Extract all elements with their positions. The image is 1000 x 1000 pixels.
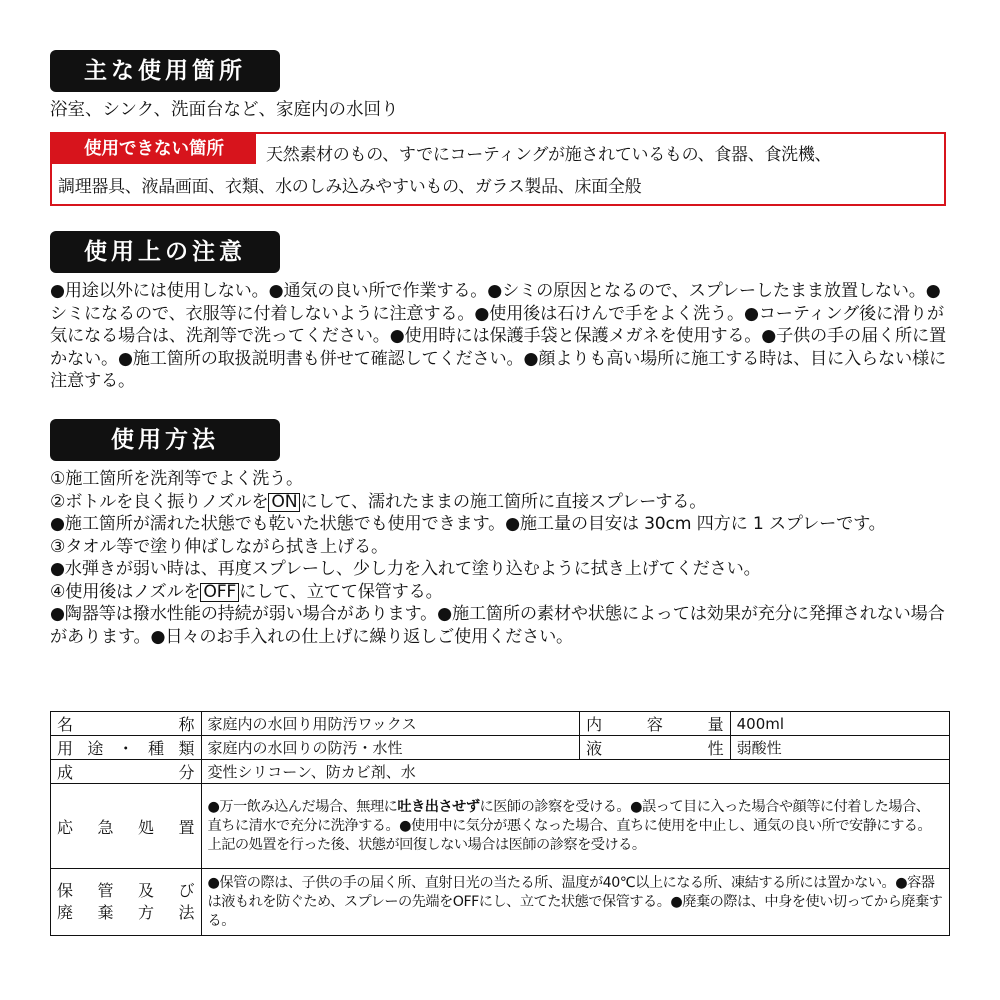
spec-liquid-value: 弱酸性 bbox=[730, 736, 949, 760]
spec-emergency-label: 応急処置 bbox=[51, 784, 202, 869]
cautions-text: ●用途以外には使用しない。●通気の良い所で作業する。●シミの原因となるので、スプレーしたまま放置しない。●シミになるので、衣服等に付着しないように注意する。●使用後は石けんで手をよく洗う。●コーティング後に滑りが気になる場合は、洗剤等で洗ってください。●使用時には保護手袋と保護メガネを使用する。●子供の手の届く所に置かない。●施工箇所の取扱説明書も併せて確認してください。●顔よりも高い場所に施工する時は、目に入らない様に注意する。 bbox=[50, 281, 946, 391]
main-places-text: 浴室、シンク、洗面台など、家庭内の水回り bbox=[50, 100, 399, 120]
spec-emergency-value bbox=[201, 784, 949, 869]
usage-step-4-post: にして、立てて保管する。 bbox=[239, 581, 443, 602]
spec-component-label: 成分 bbox=[51, 760, 202, 784]
spec-storage-label-line1: 保管及び bbox=[57, 881, 195, 900]
emergency-text-pre: ●万一飲み込んだ場合、無理に bbox=[207, 798, 398, 815]
heading-main-places: 主な使用箇所 bbox=[50, 50, 280, 92]
nozzle-on-badge: ON bbox=[268, 493, 300, 512]
spec-row-storage bbox=[51, 869, 950, 936]
nozzle-off-badge: OFF bbox=[200, 583, 239, 602]
spec-volume-value: 400ml bbox=[730, 712, 949, 736]
spec-storage-label-line2: 廃棄方法 bbox=[57, 903, 195, 922]
usage-note-2: ●水弾きが弱い時は、再度スプレーし、少し力を入れて塗り込むように拭き上げてください。 bbox=[50, 559, 761, 579]
not-usable-label: 使用できない箇所 bbox=[52, 134, 256, 164]
heading-usage: 使用方法 bbox=[50, 419, 280, 461]
not-usable-box bbox=[50, 132, 946, 206]
spec-name-label: 名称 bbox=[51, 712, 202, 736]
usage-step-2 bbox=[50, 491, 950, 514]
emergency-text-post: に医師の診察を受ける。●誤って目に入った場合や顔等に付着した場合、直ちに清水で充分に洗浄する。●使用中に気分が悪くなった場合、直ちに使用を中止し、通気の良い所で安静にする。上記の処置を行った後、状態が回復しない場合は医師の診察を受ける。 bbox=[207, 798, 932, 853]
spec-use-label: 用途・種類 bbox=[51, 736, 202, 760]
usage-step-3: ③タオル等で塗り伸ばしながら拭き上げる。 bbox=[50, 536, 388, 557]
spec-row-name bbox=[51, 712, 950, 736]
spec-liquid-label: 液性 bbox=[580, 736, 730, 760]
spec-table bbox=[50, 711, 950, 936]
spec-row-component bbox=[51, 760, 950, 784]
emergency-text-bold: 吐き出させず bbox=[397, 798, 480, 815]
spec-row-use bbox=[51, 736, 950, 760]
usage-note-3: ●陶器等は撥水性能の持続が弱い場合があります。●施工箇所の素材や状態によっては効果が充分に発揮されない場合があります。●日々のお手入れの仕上げに繰り返しご使用ください。 bbox=[50, 604, 945, 647]
not-usable-text-line1: 天然素材のもの、すでにコーティングが施されているもの、食器、食洗機、 bbox=[266, 145, 832, 165]
usage-step-4 bbox=[50, 581, 950, 604]
usage-body bbox=[50, 468, 950, 648]
spec-storage-value: ●保管の際は、子供の手の届く所、直射日光の当たる所、温度が40℃以上になる所、凍結する所には置かない。●容器は液もれを防ぐため、スプレーの先端をOFFにし、立てた状態で保管する。●廃棄の際は、中身を使い切ってから廃棄する。 bbox=[201, 869, 949, 936]
usage-step-2-pre: ②ボトルを良く振りノズルを bbox=[50, 491, 269, 512]
usage-step-4-pre: ④使用後はノズルを bbox=[50, 581, 201, 602]
usage-step-1: ①施工箇所を洗剤等でよく洗う。 bbox=[50, 469, 304, 489]
usage-step-2-post: にして、濡れたままの施工箇所に直接スプレーする。 bbox=[300, 491, 707, 512]
usage-note-1: ●施工箇所が濡れた状態でも乾いた状態でも使用できます。●施工量の目安は 30cm 四方に 1 スプレーです。 bbox=[50, 514, 886, 534]
spec-volume-label: 内容量 bbox=[580, 712, 730, 736]
spec-storage-label bbox=[51, 869, 202, 936]
not-usable-text-line2: 調理器具、液晶画面、衣類、水のしみ込みやすいもの、ガラス製品、床面全般 bbox=[58, 177, 642, 197]
heading-cautions: 使用上の注意 bbox=[50, 231, 280, 273]
spec-use-value: 家庭内の水回りの防汚・水性 bbox=[201, 736, 580, 760]
spec-row-emergency bbox=[51, 784, 950, 869]
spec-component-value: 変性シリコーン、防カビ剤、水 bbox=[201, 760, 949, 784]
spec-name-value: 家庭内の水回り用防汚ワックス bbox=[201, 712, 580, 736]
